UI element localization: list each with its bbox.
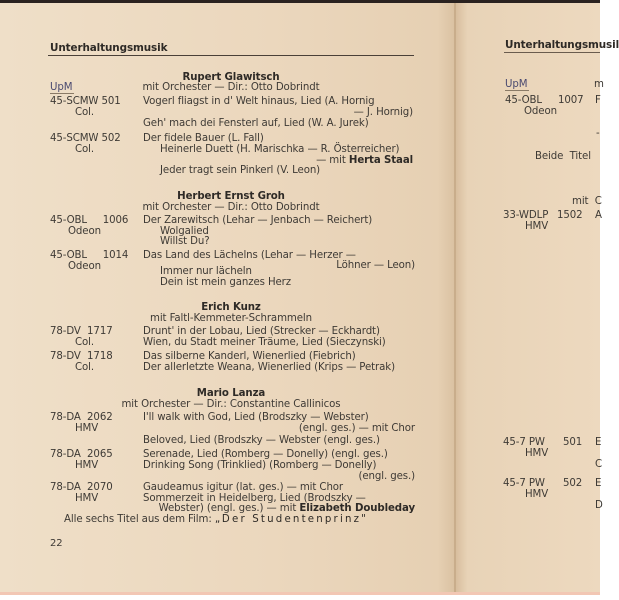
track-title: Das Land des Lächelns (Lehar — Herzer — [143, 250, 356, 261]
record-label: Odeon [524, 106, 557, 117]
text-fragment: - [596, 128, 600, 139]
record-label: HMV [75, 460, 99, 471]
track-title: Geh' mach dei Fensterl auf, Lied (W. A. Jurek) [143, 118, 369, 129]
record-label: Odeon [68, 226, 101, 237]
artist-name: Rupert Glawitsch [182, 72, 280, 83]
text-fragment: E [595, 437, 602, 448]
artist-name: Mario Lanza [196, 388, 266, 399]
track-title: Immer nur lächeln [160, 266, 252, 277]
record-number: 45-7 PW [503, 437, 545, 448]
film-title: „Der Studentenprinz" [214, 514, 369, 525]
track-title: Drinking Song (Trinklied) (Romberg — Donelly) [143, 460, 377, 471]
record-number: 33-WDLP [503, 210, 549, 221]
text-fragment: Beide Titel [535, 151, 591, 162]
track-title: Vogerl fliagst in d' Welt hinaus, Lied (A. Hornig [143, 96, 375, 107]
track-title: Willst Du? [160, 236, 210, 247]
upm-label: UpM [505, 79, 528, 90]
track-title: Dein ist mein ganzes Herz [160, 277, 292, 288]
track-title-cont: (engl. ges.) — mit Chor [298, 423, 415, 434]
record-number: 45-SCMW 501 [50, 96, 121, 107]
text-fragment: D [595, 500, 603, 511]
record-number: 78-DV 1717 [50, 326, 113, 337]
record-label: Col. [75, 144, 95, 155]
track-title: Gaudeamus igitur (lat. ges.) — mit Chor [143, 482, 344, 493]
track-title: Der allerletzte Weana, Wienerlied (Krips — Petrak) [143, 362, 395, 373]
track-title: Serenade, Lied (Romberg — Donelly) (engl. ges.) [143, 449, 388, 460]
page-number: 22 [50, 538, 63, 549]
record-label: HMV [75, 423, 99, 434]
header-rule [48, 55, 414, 56]
track-title: I'll walk with God, Lied (Brodszky — Webster) [143, 412, 369, 423]
upm-label: UpM [50, 82, 73, 93]
catalog-number: 502 [563, 478, 583, 489]
record-label: Col. [75, 362, 95, 373]
upm-underline [505, 90, 529, 91]
track-title: Wolgalied [160, 226, 209, 237]
record-number: 45-OBL 1006 [50, 215, 129, 226]
record-number: 45-OBL 1014 [50, 250, 129, 261]
track-title-cont: (engl. ges.) [358, 471, 415, 482]
record-number: 45-7 PW [503, 478, 545, 489]
accompaniment: mit Orchester — Dir.: Constantine Callinicos [121, 399, 341, 410]
track-title: Beloved, Lied (Brodszky — Webster (engl. ges.) [143, 435, 380, 446]
right-page [456, 3, 603, 595]
record-label: Col. [75, 337, 95, 348]
accompaniment: mit Orchester — Dir.: Otto Dobrindt [142, 82, 320, 93]
record-label: Odeon [68, 261, 101, 272]
record-label: HMV [525, 221, 549, 232]
artist-name: Herbert Ernst Groh [177, 191, 285, 202]
artist-name: Erich Kunz [201, 302, 261, 313]
text-fragment: E [595, 478, 602, 489]
text-fragment: m [594, 79, 604, 90]
text-fragment: mit C [572, 196, 602, 207]
section-header: Unterhaltungsmusil [505, 39, 619, 51]
track-title: Jeder tragt sein Pinkerl (V. Leon) [160, 165, 321, 176]
catalog-number: 1502 [557, 210, 583, 221]
record-label: Col. [75, 107, 95, 118]
catalog-number: 1007 [558, 95, 584, 106]
section-header: Unterhaltungsmusik [50, 42, 168, 54]
film-note [64, 514, 368, 525]
record-number: 78-DA 2065 [50, 449, 113, 460]
track-title: Drunt' in der Lobau, Lied (Strecker — Eckhardt) [143, 326, 380, 337]
record-number: 45-SCMW 502 [50, 133, 121, 144]
track-title: Heinerle Duett (H. Marischka — R. Österreicher) [160, 144, 400, 155]
accompaniment: mit Orchester — Dir.: Otto Dobrindt [142, 202, 320, 213]
text-fragment: A [595, 210, 602, 221]
track-title-cont: — J. Hornig) [353, 107, 413, 118]
featured-artist: Elizabeth Doubleday [299, 503, 415, 514]
track-title-cont: Löhner — Leon) [336, 260, 415, 271]
catalog-number: 501 [563, 437, 583, 448]
track-title: Sommerzeit in Heidelberg, Lied (Brodszky — [143, 493, 366, 504]
record-label: HMV [525, 448, 549, 459]
record-number: 45-OBL [505, 95, 543, 106]
text-fragment: F [595, 95, 601, 106]
record-number: 78-DV 1718 [50, 351, 113, 362]
record-number: 78-DA 2062 [50, 412, 113, 423]
track-title: Wien, du Stadt meiner Träume, Lied (Sieczynski) [143, 337, 386, 348]
record-number: 78-DA 2070 [50, 482, 113, 493]
upm-underline [50, 93, 74, 94]
header-rule [504, 52, 600, 53]
track-title: Das silberne Kanderl, Wienerlied (Fiebrich) [143, 351, 356, 362]
credit-prefix: — mit [316, 155, 346, 166]
accompaniment: mit Faltl-Kemmeter-Schrammeln [150, 313, 312, 324]
text-fragment: C [595, 459, 603, 470]
record-label: HMV [75, 493, 99, 504]
film-note-prefix: Alle sechs Titel aus dem Film: [64, 514, 215, 525]
page-bottom-edge [0, 592, 600, 595]
track-credit [143, 503, 415, 514]
track-title: Der Zarewitsch (Lehar — Jenbach — Reichert) [143, 215, 373, 226]
credit-prefix: Webster) (engl. ges.) — mit [158, 503, 297, 514]
track-title: Der fidele Bauer (L. Fall) [143, 133, 264, 144]
record-label: HMV [525, 489, 549, 500]
featured-artist: Herta Staal [348, 155, 413, 166]
